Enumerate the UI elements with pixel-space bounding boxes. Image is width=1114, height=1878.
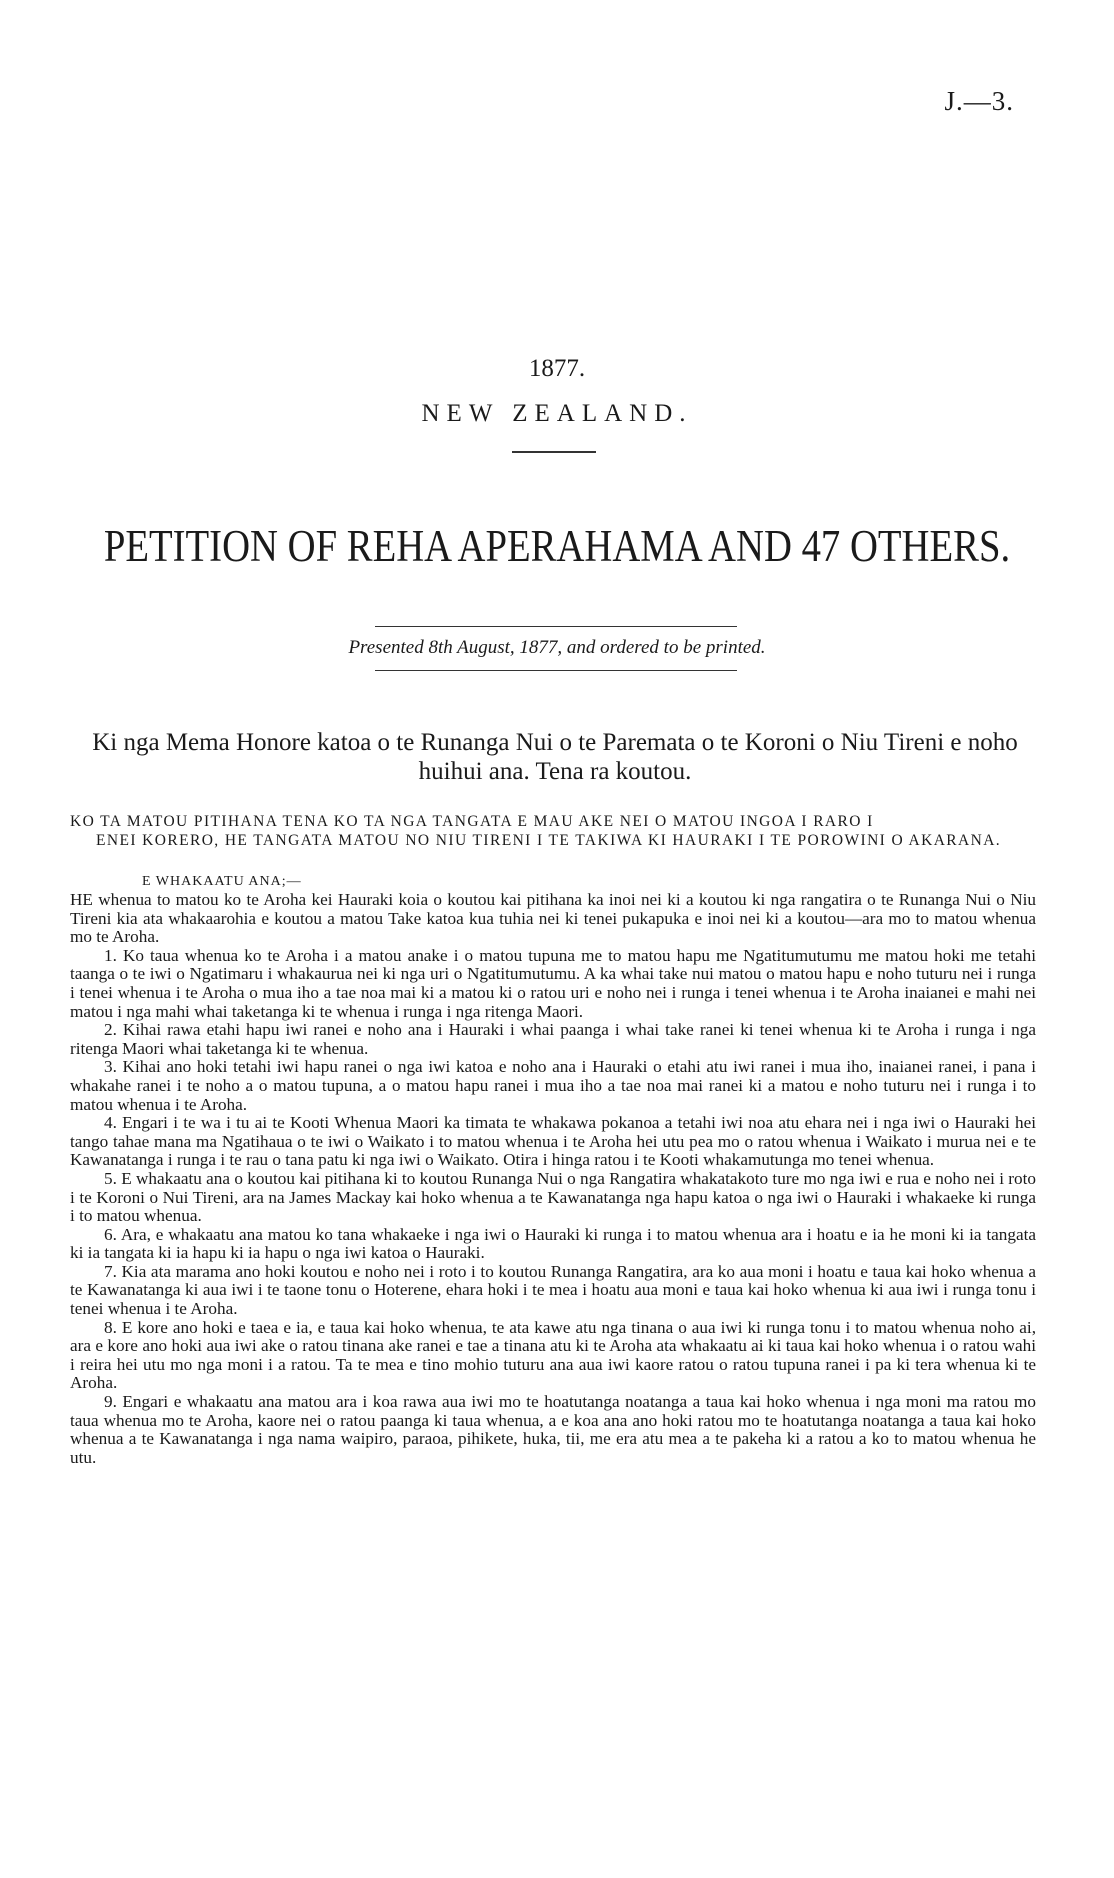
paper-reference-number: J.—3. (944, 86, 1014, 116)
opening-statement (70, 812, 1040, 850)
document-title: PETITION OF REHA APERAHAMA AND 47 OTHERS. (103, 521, 1011, 571)
opening-first-line: KO TA MATOU PITIHANA TENA KO TA NGA TANGATA E MAU AKE NEI O MATOU INGOA I RARO I (70, 813, 874, 830)
opening-continuation: ENEI KORERO, HE TANGATA MATOU NO NIU TIRENI I TE TAKIWA KI HAURAKI I TE POROWINI O AKARANA. (96, 832, 1002, 849)
paragraph-9: 9. Engari e whakaatu ana matou ara i koa rawa aua iwi mo te hoatutanga noatanga a taua kai hoko whenua i nga moni ma ratou mo taua whenua mo te Aroha, kaore nei o ratou paanga ki taua whenua, a e koa ana ano hoki ratou mo te hoatutanga noatanga a taua kai hoko whenua a te Kawanatanga i nga nama waipiro, paraoa, pihikete, huka, tii, me era atu mea a te pakeha ki a ratou a ko to matou whenua he utu. (70, 1392, 1036, 1467)
paragraph-5: 5. E whakaatu ana o koutou kai pitihana ki to koutou Runanga Nui o nga Rangatira whakatakoto ture mo nga iwi e rua e noho nei i roto i te Koroni o Nui Tireni, ara na James Mackay kai hoko whenua a te Kawanatanga nga hapu katoa o nga iwi o Hauraki i whakaeke ki runga i to matou whenua. (70, 1168, 1036, 1226)
paragraph-1: 1. Ko taua whenua ko te Aroha i a matou anake i o matou tupuna me to matou hapu me Ngatitumutumu me matou hoki me tetahi taanga o te iwi o Ngatimaru i whakaurua nei ki nga uri o Ngatitumutumu. A ka whai take nui matou o matou hapu e noho tuturu nei i runga i tenei whenua i te Aroha o mua iho a tae noa mai ki a matou ki o ratou uri e noho nei i runga i tenei whenua i te Aroha inaianei e mahi nei matou i nga mahi whai taketanga ki te whenua i runga i nga ritenga Maori. (70, 945, 1036, 1021)
paragraph-8: 8. E kore ano hoki e taea e ia, e taua kai hoko whenua, te ata kawe atu nga tinana o aua iwi ki runga tonu i to matou whenua noho ai, ara e kore ano hoki aua iwi ake o ratou tinana ake ranei e tae a tinana atu ki te Aroha ata whakaatu ai ki taua kai hoko whenua i o ratou wahi i reira hei utu mo nga moni i a ratou. Ta te mea e tino mohio tuturu ana aua iwi kaore ratou o ratou tupuna ranei i pa ki tera whenua ki te Aroha. (70, 1317, 1036, 1393)
country-heading: NEW ZEALAND. (421, 400, 693, 427)
divider-rule (375, 670, 737, 671)
body-intro: HE whenua to matou ko te Aroha kei Hauraki koia o koutou kai pitihana ka inoi nei ki a koutou ki nga rangatira o te Runanga Nui o Niu Tireni kia ata whakaarohia e koutou a matou Take katoa kua tuhia nei ki tenei pukapuka e inoi nei ki a koutou—ara mo to matou whenua mo te Aroha. (70, 890, 1036, 947)
petition-body (70, 873, 1036, 1467)
presented-note: Presented 8th August, 1877, and ordered to be printed. (348, 637, 766, 658)
paragraph-4: 4. Engari i te wa i tu ai te Kooti Whenua Maori ka timata te whakawa pokanoa a tetahi iwi noa atu ehara nei i nga iwi o Hauraki hei tango tahae mana ma Ngatihaua o te iwi o Waikato i to matou whenua i te Aroha hei utu pea mo o ratou whenua i Waikato i murua nei e te Kawanatanga i runga i te rau o tana patu ki nga iwi o Waikato. Otira i hinga ratou i te Kooti whakamutunga mo tenei whenua. (70, 1113, 1036, 1170)
paragraph-3: 3. Kihai ano hoki tetahi iwi hapu ranei o nga iwi katoa e noho ana i Hauraki o etahi atu iwi ranei i mua iho, inaianei ranei, i pana i whakahe ranei i te noho a o matou tupuna, a o matou hapu ranei i mua iho a tae noa mai ranei ki a matou e noho tuturu nei i runga i to matou whenua i te Aroha. (70, 1057, 1036, 1114)
year: 1877. (528, 355, 586, 382)
divider-rule (512, 451, 596, 453)
paragraph-6: 6. Ara, e whakaatu ana matou ko tana whakaeke i nga iwi o Hauraki ki runga i to matou whenua ara i hoatu e ia he moni ki ia tangata ki ia tangata ki ia hapu ki ia hapu o nga iwi katoa o Hauraki. (70, 1224, 1036, 1263)
divider-rule (375, 626, 737, 627)
address-line: Ki nga Mema Honore katoa o te Runanga Nui o te Paremata o te Koroni o Niu Tireni e noho huihui ana. Tena ra koutou. (92, 729, 1018, 785)
paragraph-2: 2. Kihai rawa etahi hapu iwi ranei e noho ana i Hauraki i whai paanga i whai take ranei ki tenei whenua ki te Aroha i runga i nga ritenga Maori whai taketanga ki te whenua. (70, 1020, 1036, 1058)
body-lead: E WHAKAATU ANA;— (142, 874, 302, 889)
paragraph-7: 7. Kia ata marama ano hoki koutou e noho nei i roto i to koutou Runanga Rangatira, ara ko aua moni i hoatu e taua kai hoko whenua a te Kawanatanga ki aua iwi i te taone tonu o Hoterene, ehara hoki i te mea i hoatu aua moni e taua kai hoko whenua ki aua iwi i runga tonu i tenei whenua i te Aroha. (70, 1261, 1036, 1319)
